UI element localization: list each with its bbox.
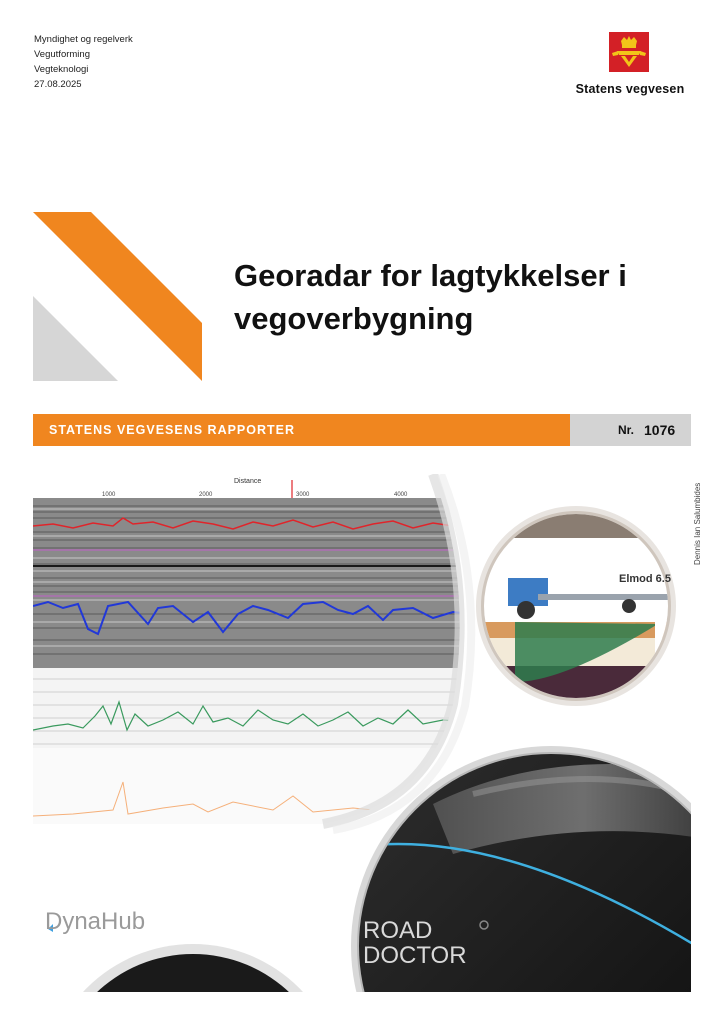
report-title: Georadar for lagtykkelser i vegoverbygning (234, 258, 627, 336)
radar-tick: 4000 (394, 492, 408, 498)
elmod-label: Elmod 6.5 (619, 573, 671, 585)
document-meta (34, 32, 133, 92)
report-number-prefix: Nr. (618, 423, 635, 437)
radar-axis-title: Distance (234, 478, 262, 485)
series-label: STATENS VEGVESENS RAPPORTER (49, 423, 296, 437)
series-band (33, 414, 570, 446)
meta-line-1: Myndighet og regelverk (34, 34, 133, 45)
report-number: 1076 (644, 422, 676, 438)
radar-tick: 3000 (296, 492, 310, 498)
radar-panel (33, 474, 473, 824)
photo-credit: Dennis Ian Salumbides (693, 482, 702, 565)
road-doctor-logo (363, 918, 467, 968)
statens-vegvesen-crest-icon (609, 32, 649, 72)
road-doctor-line-1: ROAD (363, 917, 433, 944)
meta-line-2: Vegutforming (34, 49, 90, 60)
cover-collage (33, 474, 691, 992)
road-doctor-line-2: DOCTOR (363, 942, 467, 969)
radar-tick: 2000 (199, 492, 213, 498)
logo-text: Statens vegvesen (575, 82, 685, 96)
meta-date: 27.08.2025 (34, 79, 82, 90)
dynahub-logo: DynaHub (45, 908, 146, 935)
radar-tick: 1000 (102, 492, 116, 498)
decorative-shapes (33, 212, 203, 382)
meta-line-3: Vegteknologi (34, 64, 89, 75)
report-number-box (570, 414, 691, 446)
